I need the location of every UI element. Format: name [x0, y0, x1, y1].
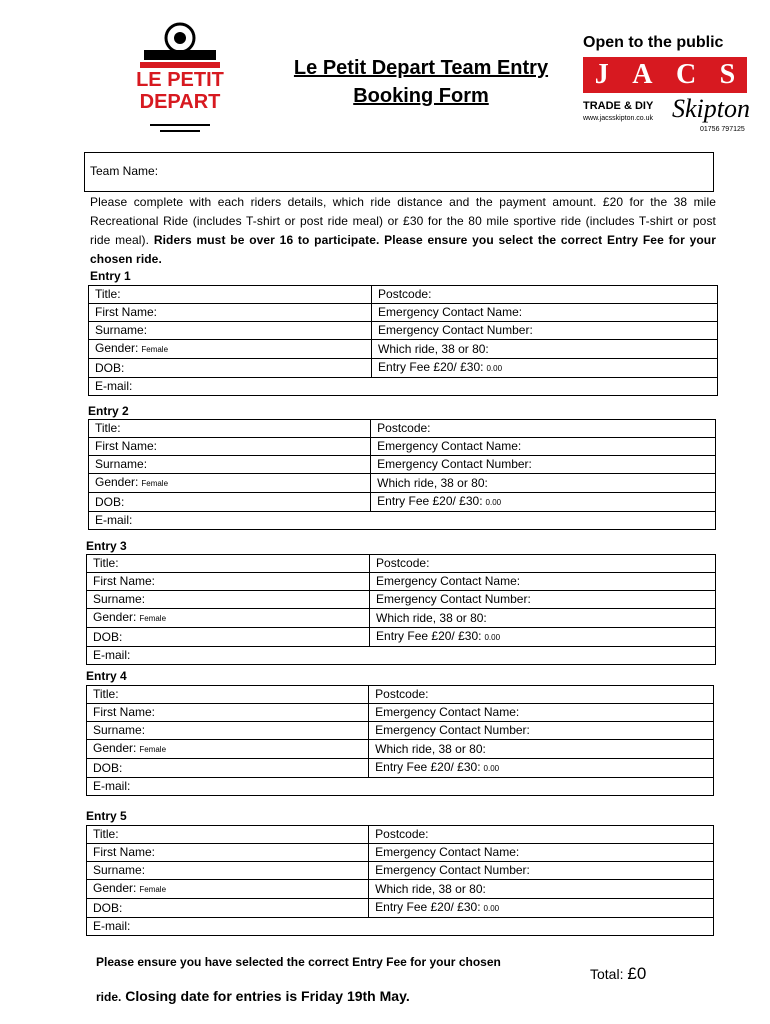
instructions	[90, 193, 716, 269]
field-label: Which ride, 38 or 80:	[375, 741, 486, 756]
field-label: Emergency Contact Name:	[378, 305, 523, 319]
footer-notice: Please ensure you have selected the correct Entry Fee for your chosen	[96, 955, 501, 969]
field-label: Entry Fee £20/ £30:	[377, 494, 483, 508]
total-label: Total:	[590, 966, 624, 982]
field-label: E-mail:	[93, 779, 131, 793]
field-fee[interactable]	[369, 899, 714, 918]
field-label: First Name:	[93, 705, 156, 719]
field-label: Emergency Contact Number:	[375, 723, 530, 737]
entry-row	[87, 555, 716, 573]
field-ride[interactable]	[371, 474, 716, 493]
field-label: E-mail:	[95, 513, 133, 527]
jacs-letter: C	[675, 59, 697, 90]
field-gender[interactable]	[87, 740, 369, 759]
field-label: Surname:	[95, 457, 148, 471]
field-label: Entry Fee £20/ £30:	[375, 760, 481, 774]
entry-row	[89, 304, 718, 322]
field-label: Gender:	[93, 881, 137, 895]
svg-text:LE PETIT: LE PETIT	[136, 69, 224, 91]
field-title[interactable]	[89, 420, 371, 438]
page-title	[262, 54, 580, 110]
field-dob[interactable]	[87, 759, 369, 778]
field-postcode[interactable]	[371, 420, 716, 438]
field-label: Title:	[93, 556, 119, 570]
total-value: £0	[627, 964, 647, 983]
field-first-name[interactable]	[89, 438, 371, 456]
field-ride[interactable]	[369, 740, 714, 759]
field-fee[interactable]	[372, 359, 718, 378]
entry-row	[89, 286, 718, 304]
field-fee[interactable]	[370, 628, 716, 647]
field-postcode[interactable]	[370, 555, 716, 573]
field-label: DOB:	[93, 760, 123, 775]
field-label: Emergency Contact Name:	[376, 574, 521, 588]
field-ec-number[interactable]	[371, 456, 716, 474]
gender-value: Female	[139, 745, 167, 754]
field-fee[interactable]	[369, 759, 714, 778]
entry-row	[89, 322, 718, 340]
field-label: Title:	[95, 421, 121, 435]
entry-row	[87, 862, 714, 880]
field-label: Surname:	[93, 863, 146, 877]
sponsor-tagline: Open to the public	[583, 34, 724, 51]
entry-row	[89, 420, 716, 438]
entry-row	[87, 591, 716, 609]
field-label: Emergency Contact Number:	[377, 457, 532, 471]
fee-value: 0.00	[483, 904, 500, 913]
field-surname[interactable]	[87, 722, 369, 740]
footer-notice-end: ride.	[96, 990, 122, 1004]
field-first-name[interactable]	[87, 573, 370, 591]
instructions-bold: Riders must be over 16 to participate. Please ensure you select the correct Entry Fee for your chosen ride.	[90, 233, 716, 266]
field-dob[interactable]	[87, 628, 370, 647]
field-title[interactable]	[89, 286, 372, 304]
entry-row	[87, 722, 714, 740]
field-ec-number[interactable]	[369, 862, 714, 880]
field-ec-name[interactable]	[369, 844, 714, 862]
field-label: Which ride, 38 or 80:	[377, 475, 488, 490]
gender-value: Female	[139, 885, 167, 894]
entry-row	[87, 880, 714, 899]
field-postcode[interactable]	[372, 286, 718, 304]
field-label: DOB:	[93, 900, 123, 915]
field-label: E-mail:	[93, 648, 131, 662]
field-label: Surname:	[93, 592, 146, 606]
gender-value: Female	[141, 479, 169, 488]
field-dob[interactable]	[89, 493, 371, 512]
entry-row	[87, 826, 714, 844]
gender-value: Female	[139, 614, 167, 623]
entry-row	[89, 474, 716, 493]
field-title[interactable]	[87, 686, 369, 704]
entry-row	[87, 609, 716, 628]
field-label: Postcode:	[375, 827, 429, 841]
entry-row	[87, 844, 714, 862]
field-gender[interactable]	[89, 340, 372, 359]
field-label: Postcode:	[376, 556, 430, 570]
field-label: Gender:	[95, 341, 139, 355]
field-label: Title:	[95, 287, 121, 301]
fee-value: 0.00	[483, 764, 500, 773]
entry-row	[89, 359, 718, 378]
jacs-letters	[583, 57, 747, 93]
field-ec-name[interactable]	[369, 704, 714, 722]
field-label: Title:	[93, 687, 119, 701]
entry-heading: Entry 5	[86, 809, 127, 823]
field-postcode[interactable]	[369, 826, 714, 844]
field-title[interactable]	[87, 555, 370, 573]
field-ride[interactable]	[369, 880, 714, 899]
field-ec-number[interactable]	[370, 591, 716, 609]
field-ride[interactable]	[372, 340, 718, 359]
field-label: First Name:	[93, 574, 156, 588]
le-petit-depart-logo	[130, 16, 240, 146]
total	[590, 964, 646, 984]
entry-row	[89, 493, 716, 512]
title-line-1: Le Petit Depart Team Entry	[293, 57, 549, 79]
field-label: Emergency Contact Number:	[376, 592, 531, 606]
entry-row	[87, 740, 714, 759]
entry-table	[86, 685, 714, 796]
field-label: First Name:	[95, 439, 158, 453]
field-title[interactable]	[87, 826, 369, 844]
fee-value: 0.00	[486, 364, 503, 373]
jacs-letter: J	[594, 59, 609, 90]
field-label: DOB:	[95, 360, 125, 375]
field-ec-name[interactable]	[372, 304, 718, 322]
field-label: Gender:	[93, 610, 137, 624]
field-label: E-mail:	[95, 379, 133, 393]
field-first-name[interactable]	[87, 844, 369, 862]
team-name-field[interactable]	[84, 152, 714, 192]
field-dob[interactable]	[87, 899, 369, 918]
closing-date	[96, 988, 410, 1004]
field-first-name[interactable]	[89, 304, 372, 322]
field-label: Emergency Contact Name:	[375, 705, 520, 719]
field-label: Which ride, 38 or 80:	[376, 610, 487, 625]
closing-date-text: Closing date for entries is Friday 19th May.	[125, 988, 410, 1004]
entry-row	[87, 686, 714, 704]
entry-row	[89, 340, 718, 359]
sponsor-trade: TRADE & DIY	[583, 100, 654, 112]
field-label: E-mail:	[93, 919, 131, 933]
fee-value: 0.00	[485, 498, 502, 507]
field-label: Postcode:	[378, 287, 432, 301]
field-label: Emergency Contact Number:	[378, 323, 533, 337]
entry-row	[87, 918, 714, 936]
entry-heading: Entry 4	[86, 669, 127, 683]
field-email[interactable]	[87, 778, 714, 796]
field-label: Postcode:	[377, 421, 431, 435]
field-label: Which ride, 38 or 80:	[378, 341, 489, 356]
jacs-letter: A	[632, 59, 653, 90]
field-label: Postcode:	[375, 687, 429, 701]
entry-row	[87, 628, 716, 647]
field-label: Emergency Contact Number:	[375, 863, 530, 877]
entry-heading: Entry 2	[88, 404, 129, 418]
field-email[interactable]	[87, 647, 716, 665]
sponsor-town: Skipton	[672, 94, 750, 123]
field-label: First Name:	[95, 305, 158, 319]
field-dob[interactable]	[89, 359, 372, 378]
field-email[interactable]	[89, 512, 716, 530]
field-label: Emergency Contact Name:	[375, 845, 520, 859]
field-gender[interactable]	[87, 609, 370, 628]
field-label: Gender:	[93, 741, 137, 755]
field-ec-name[interactable]	[371, 438, 716, 456]
field-label: Entry Fee £20/ £30:	[375, 900, 481, 914]
jacs-letter: S	[719, 59, 736, 90]
field-label: Surname:	[93, 723, 146, 737]
field-label: Title:	[93, 827, 119, 841]
entry-row	[87, 704, 714, 722]
field-gender[interactable]	[87, 880, 369, 899]
entry-row	[89, 378, 718, 396]
field-first-name[interactable]	[87, 704, 369, 722]
sponsor-phone: 01756 797125	[700, 126, 745, 133]
title-line-2: Booking Form	[353, 85, 489, 107]
field-label: DOB:	[95, 494, 125, 509]
entry-table	[86, 825, 714, 936]
entry-heading: Entry 3	[86, 539, 127, 553]
field-email[interactable]	[89, 378, 718, 396]
field-ec-number[interactable]	[369, 722, 714, 740]
field-label: Entry Fee £20/ £30:	[378, 360, 484, 374]
field-gender[interactable]	[89, 474, 371, 493]
entry-heading: Entry 1	[90, 269, 131, 283]
entry-table	[88, 285, 718, 396]
entry-table	[86, 554, 716, 665]
entry-row	[87, 778, 714, 796]
gender-value: Female	[141, 345, 169, 354]
entry-row	[87, 647, 716, 665]
field-fee[interactable]	[371, 493, 716, 512]
field-ride[interactable]	[370, 609, 716, 628]
field-label: Which ride, 38 or 80:	[375, 881, 486, 896]
jacs-sponsor-logo	[580, 34, 752, 136]
field-label: Emergency Contact Name:	[377, 439, 522, 453]
field-surname[interactable]	[89, 322, 372, 340]
entry-row	[87, 759, 714, 778]
sponsor-website: www.jacsskipton.co.uk	[583, 115, 654, 122]
field-ec-number[interactable]	[372, 322, 718, 340]
field-label: Gender:	[95, 475, 139, 489]
field-surname[interactable]	[87, 591, 370, 609]
field-label: Entry Fee £20/ £30:	[376, 629, 482, 643]
entry-row	[89, 456, 716, 474]
field-label: First Name:	[93, 845, 156, 859]
field-postcode[interactable]	[369, 686, 714, 704]
instructions-text: Please complete with each riders details, which ride distance and the payment amount. £20 for the 38 mile Recreational Ride (includes T-shirt or post ride meal) or £30 for the 80 mile sportive ride (includes T-shirt or post ride meal).	[90, 195, 716, 247]
entry-row	[89, 512, 716, 530]
field-surname[interactable]	[89, 456, 371, 474]
fee-value: 0.00	[484, 633, 501, 642]
field-ec-name[interactable]	[370, 573, 716, 591]
team-name-label: Team Name:	[90, 164, 159, 178]
svg-text:DEPART: DEPART	[139, 91, 221, 113]
entry-row	[89, 438, 716, 456]
entry-row	[87, 573, 716, 591]
entry-table	[88, 419, 716, 530]
entry-row	[87, 899, 714, 918]
field-surname[interactable]	[87, 862, 369, 880]
field-label: DOB:	[93, 629, 123, 644]
field-label: Surname:	[95, 323, 148, 337]
field-email[interactable]	[87, 918, 714, 936]
